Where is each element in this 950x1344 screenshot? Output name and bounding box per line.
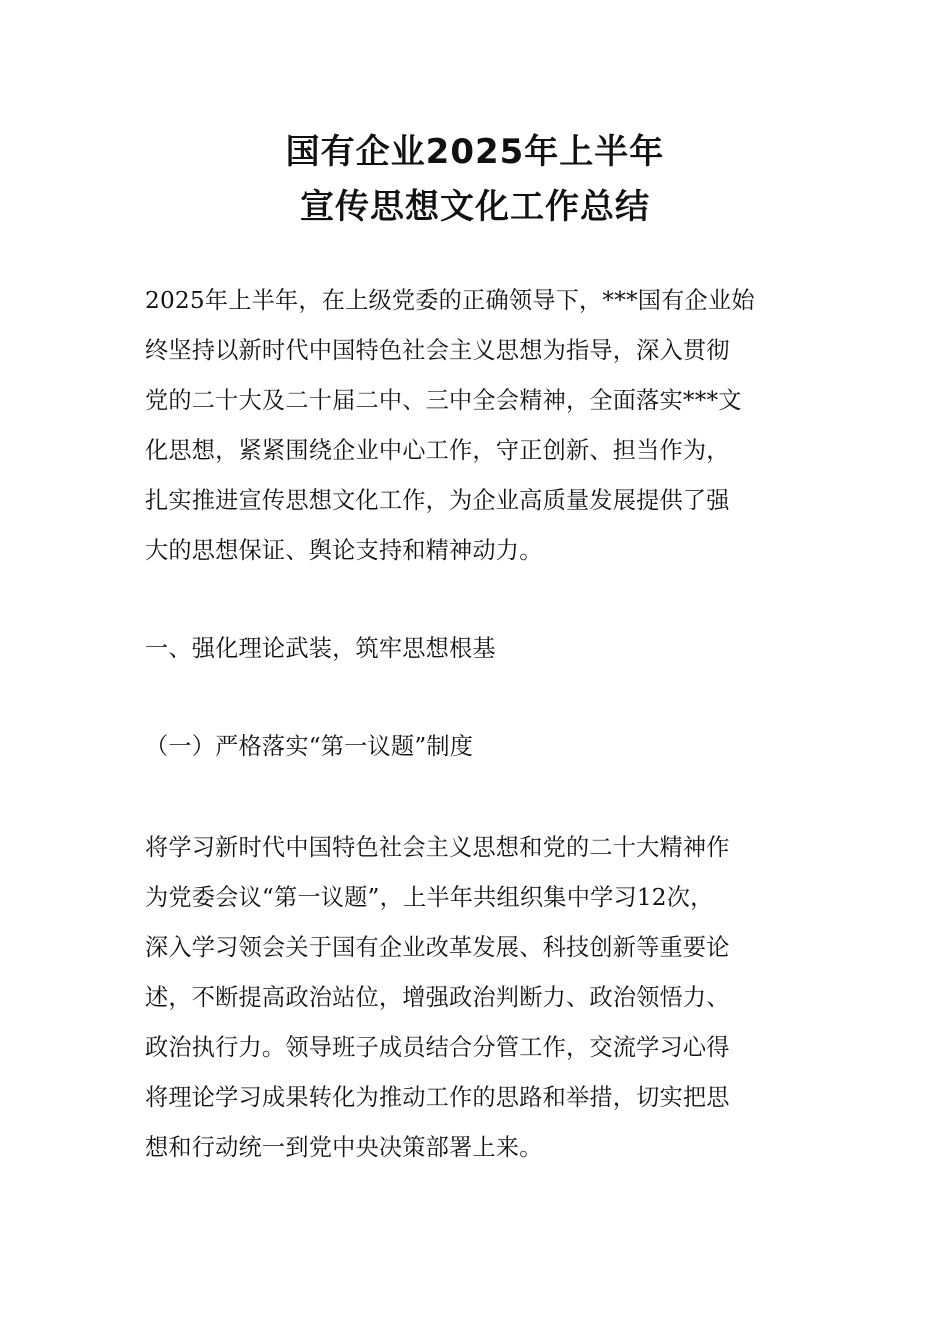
body-line: 为党委会议“第一议题”，上半年共组织集中学习12次， xyxy=(145,884,714,911)
intro-line: 党的二十大及二十届二中、三中全会精神，全面落实***文 xyxy=(145,387,742,414)
body-line: 深入学习领会关于国有企业改革发展、科技创新等重要论 xyxy=(145,934,730,961)
section-heading-text: 一、强化理论武装，筑牢思想根基 xyxy=(145,635,496,662)
body-line: 想和行动统一到党中央决策部署上来。 xyxy=(145,1134,543,1161)
body-line: 将学习新时代中国特色社会主义思想和党的二十大精神作 xyxy=(145,834,730,861)
section-heading xyxy=(145,624,810,674)
intro-line: 2025年上半年，在上级党委的正确领导下，***国有企业始 xyxy=(145,287,755,314)
intro-line: 化思想，紧紧围绕企业中心工作，守正创新、担当作为， xyxy=(145,437,730,464)
body-line: 将理论学习成果转化为推动工作的思路和举措，切实把思 xyxy=(145,1084,730,1111)
subsection-heading xyxy=(145,722,810,772)
body-paragraph xyxy=(145,823,810,1173)
intro-line: 终坚持以新时代中国特色社会主义思想为指导，深入贯彻 xyxy=(145,337,730,364)
intro-paragraph xyxy=(145,276,810,576)
body-line: 政治执行力。领导班子成员结合分管工作，交流学习心得 xyxy=(145,1034,730,1061)
intro-line: 扎实推进宣传思想文化工作，为企业高质量发展提供了强 xyxy=(145,487,730,514)
subsection-heading-text: （一）严格落实“第一议题”制度 xyxy=(145,733,474,760)
body-line: 述，不断提高政治站位，增强政治判断力、政治领悟力、 xyxy=(145,984,730,1011)
intro-line: 大的思想保证、舆论支持和精神动力。 xyxy=(145,537,543,564)
document-title-line-1: 国有企业2025年上半年 xyxy=(285,132,665,172)
document-title-line-2: 宣传思想文化工作总结 xyxy=(300,187,650,227)
